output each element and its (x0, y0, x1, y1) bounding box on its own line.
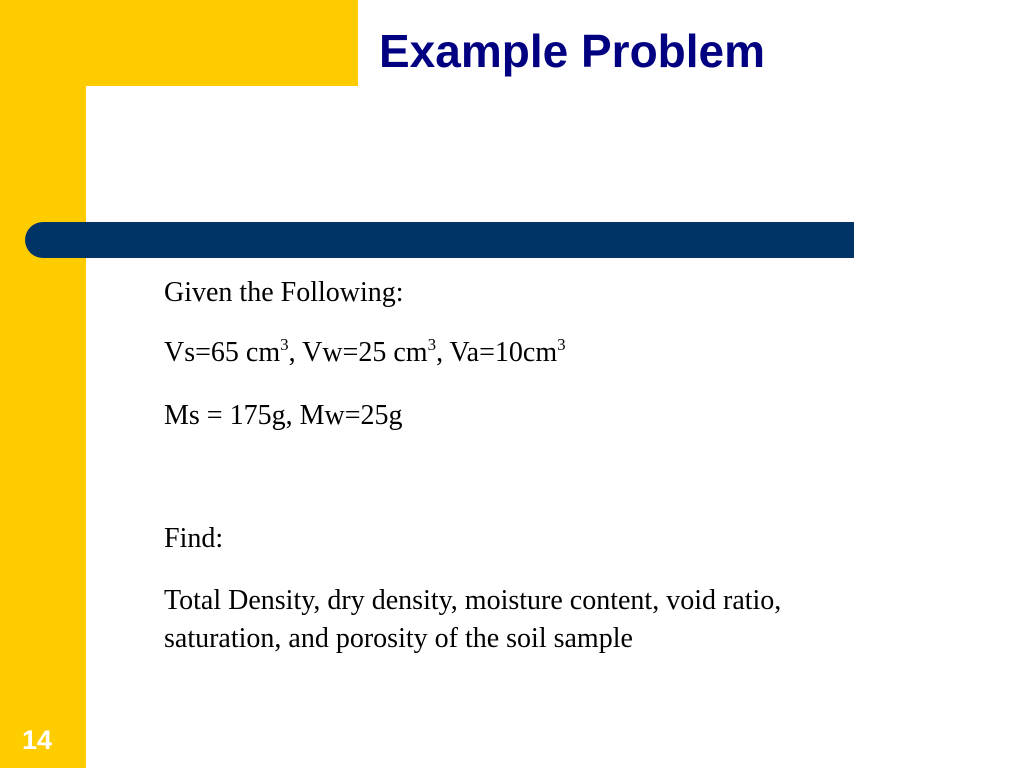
rounded-corner-decoration (86, 86, 166, 166)
find-heading: Find: (164, 523, 224, 554)
exponent: 3 (280, 334, 289, 354)
slide-title: Example Problem (379, 25, 766, 77)
water-volume: , Vw=25 cm (288, 337, 428, 368)
slide-number: 14 (22, 725, 53, 755)
air-volume: , Va=10cm (436, 337, 558, 368)
title-divider-bar (25, 222, 854, 258)
exponent: 3 (427, 334, 437, 354)
given-heading: Given the Following: (164, 277, 404, 308)
exponent: 3 (557, 334, 566, 354)
masses-line: Ms = 175g, Mw=25g (164, 400, 403, 431)
find-text: Total Density, dry density, moisture content, void ratio, saturation, and porosity of the soil sample (164, 585, 782, 654)
yellow-side-band (0, 0, 86, 768)
yellow-top-band (0, 0, 358, 86)
solid-volume: Vs=65 cm (164, 337, 281, 368)
volumes-line (164, 334, 864, 372)
